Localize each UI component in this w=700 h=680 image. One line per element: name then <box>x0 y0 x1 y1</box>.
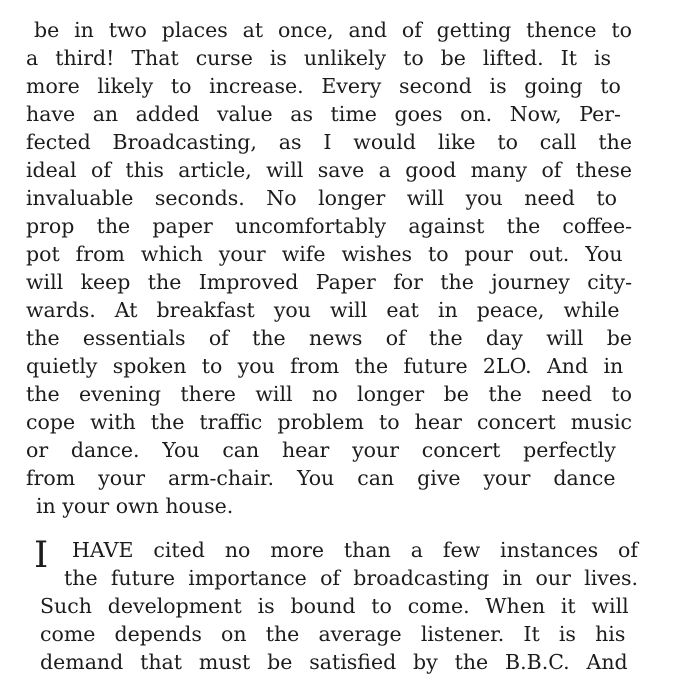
text-line: Such development is bound to come. When it will <box>40 594 629 618</box>
text-line: ideal of this article, will save a good many of these <box>26 158 632 182</box>
text-line: be in two places at once, and of getting thence to <box>34 18 632 42</box>
text-line: the essentials of the news of the day will be <box>26 326 632 350</box>
text-line: wards. At breakfast you will eat in peace, while <box>26 298 620 322</box>
text-line: come depends on the average listener. It is his <box>40 622 626 646</box>
text-line: more likely to increase. Every second is going to <box>26 74 621 98</box>
drop-cap: I <box>34 535 49 576</box>
text-line: from your arm-chair. You can give your dance <box>26 466 616 490</box>
text-line: cope with the traffic problem to hear concert music <box>26 410 632 434</box>
text-line: pot from which your wife wishes to pour out. You <box>26 242 623 266</box>
text-line: have an added value as time goes on. Now, Per- <box>26 102 621 126</box>
text-line: demand that must be satisfied by the B.B.C. And <box>40 650 628 674</box>
text-line: or dance. You can hear your concert perfectly <box>26 438 616 462</box>
text-line: will keep the Improved Paper for the journey city- <box>26 270 632 294</box>
text-line: prop the paper uncomfortably against the coffee- <box>26 214 632 238</box>
text-line: invaluable seconds. No longer will you need to <box>26 186 617 210</box>
text-line: the future importance of broadcasting in our lives. <box>64 566 638 590</box>
text-line: fected Broadcasting, as I would like to call the <box>26 130 632 154</box>
text-line: a third! That curse is unlikely to be lifted. It is <box>26 46 612 70</box>
text-line: the evening there will no longer be the need to <box>26 382 632 406</box>
text-line: quietly spoken to you from the future 2LO. And in <box>26 354 624 378</box>
text-line: HAVE cited no more than a few instances of <box>72 538 638 562</box>
text-line: in your own house. <box>36 494 234 518</box>
